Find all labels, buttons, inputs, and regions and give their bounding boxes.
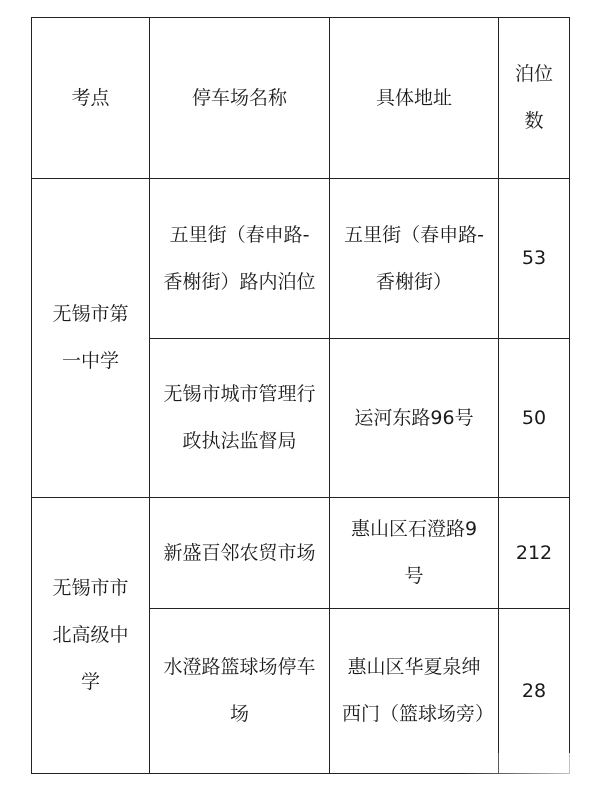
lot-name-cell: 无锡市城市管理行政执法监督局 <box>150 339 330 498</box>
header-lot-name: 停车场名称 <box>150 18 330 179</box>
exam-site-cell: 无锡市市北高级中学 <box>32 498 150 774</box>
spaces-cell: 212 <box>499 498 570 609</box>
table-row <box>32 498 570 609</box>
header-row <box>32 18 570 179</box>
header-exam-site: 考点 <box>32 18 150 179</box>
lot-name-cell: 五里街（春申路-香榭街）路内泊位 <box>150 179 330 339</box>
header-address: 具体地址 <box>330 18 499 179</box>
lot-name-cell: 水澄路篮球场停车场 <box>150 609 330 774</box>
lot-name-cell: 新盛百邻农贸市场 <box>150 498 330 609</box>
header-spaces: 泊位数 <box>499 18 570 179</box>
address-cell: 运河东路96号 <box>330 339 499 498</box>
address-cell: 惠山区石澄路9号 <box>330 498 499 609</box>
address-cell: 惠山区华夏泉绅西门（篮球场旁） <box>330 609 499 774</box>
corner-fade <box>460 753 600 789</box>
address-cell: 五里街（春申路-香榭街） <box>330 179 499 339</box>
spaces-cell: 50 <box>499 339 570 498</box>
exam-site-cell: 无锡市第一中学 <box>32 179 150 498</box>
parking-table <box>31 17 570 774</box>
spaces-cell: 28 <box>499 609 570 774</box>
spaces-cell: 53 <box>499 179 570 339</box>
table-row <box>32 179 570 339</box>
